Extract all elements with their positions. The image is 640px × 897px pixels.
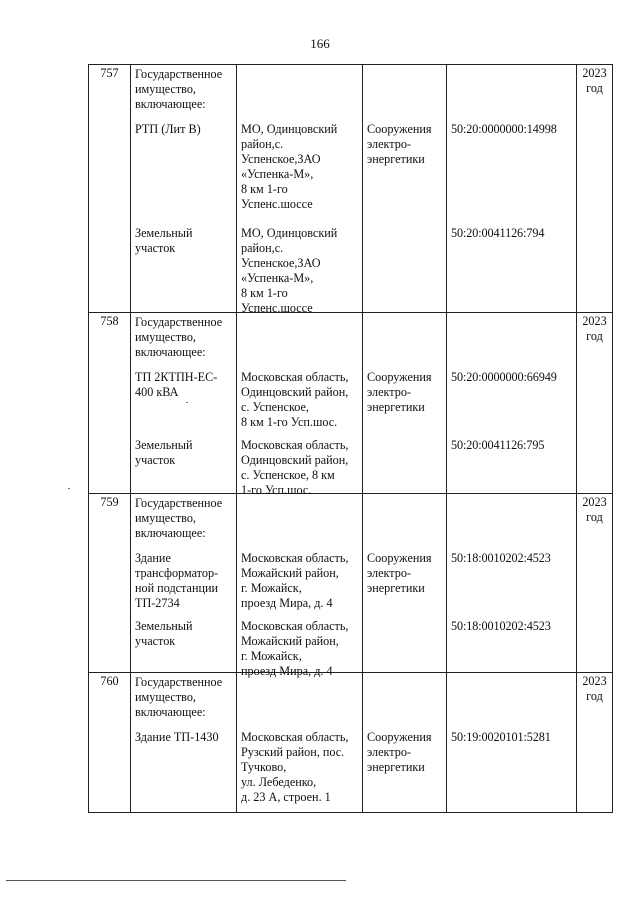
- record-number: 758: [89, 313, 131, 494]
- record-row: [89, 65, 613, 313]
- type-spacer: [363, 65, 446, 120]
- year-value: 2023 год: [582, 674, 607, 703]
- object-name-cell: [131, 494, 237, 673]
- property-table: [88, 64, 613, 813]
- cadastral-number: 50:20:0000000:66949: [451, 370, 557, 384]
- object-address: Московская область, Можайский район, г. Можайск, проезд Мира, д. 4: [241, 619, 349, 678]
- object-name-cell: [131, 65, 237, 313]
- object-type: [363, 224, 446, 312]
- object-name: Здание трансформатор- ной подстанции ТП-2734: [135, 551, 219, 610]
- record-row: [89, 313, 613, 494]
- object-name: Земельный участок: [135, 438, 193, 467]
- object-type-cell: [363, 494, 447, 673]
- object-name: ТП 2КТПН-ЕС- 400 кВА: [135, 370, 218, 399]
- cadastral-spacer: [447, 494, 576, 549]
- address-cell: [237, 65, 363, 313]
- address-cell: [237, 494, 363, 678]
- record-number: 757: [89, 65, 131, 313]
- object-name: Здание ТП-1430: [135, 730, 219, 744]
- address-cell: [237, 673, 363, 813]
- record-row: [89, 673, 613, 813]
- cadastral-number: 50:20:0041126:794: [451, 226, 545, 240]
- cadastral-spacer: [447, 673, 576, 728]
- bottom-rule: [6, 880, 346, 881]
- object-name: РТП (Лит В): [135, 122, 201, 136]
- address-spacer: [237, 65, 362, 120]
- record-number: 759: [89, 494, 131, 673]
- scan-speck: [186, 402, 188, 403]
- address-spacer: [237, 673, 362, 728]
- year-cell: [577, 673, 613, 813]
- cadastral-cell: [447, 313, 577, 494]
- year-value: 2023 год: [582, 495, 607, 524]
- cadastral-number: 50:19:0020101:5281: [451, 730, 551, 744]
- year-cell: [577, 65, 613, 313]
- type-spacer: [363, 673, 446, 728]
- property-table-body: [89, 65, 613, 813]
- scan-speck: [68, 488, 70, 489]
- object-type: Сооружения электро- энергетики: [367, 122, 432, 166]
- cadastral-number: 50:20:0000000:14998: [451, 122, 557, 136]
- object-type-cell: [363, 65, 447, 313]
- address-spacer: [237, 494, 362, 549]
- type-spacer: [363, 494, 446, 549]
- record-row: [89, 494, 613, 673]
- year-cell: [577, 494, 613, 673]
- object-type-cell: [363, 313, 447, 494]
- object-address: МО, Одинцовский район,с. Успенское,ЗАО «Успенка-М», 8 км 1-го Успенс.шоссе: [241, 226, 338, 315]
- record-title: Государственное имущество, включающее:: [135, 496, 223, 540]
- object-address: Московская область, Можайский район, г. Можайск, проезд Мира, д. 4: [241, 551, 349, 610]
- record-title: Государственное имущество, включающее:: [135, 675, 223, 719]
- type-spacer: [363, 313, 446, 368]
- cadastral-cell: [447, 673, 577, 813]
- object-type: Сооружения электро- энергетики: [367, 730, 432, 774]
- cadastral-number: 50:18:0010202:4523: [451, 619, 551, 633]
- year-value: 2023 год: [582, 314, 607, 343]
- record-title: Государственное имущество, включающее:: [135, 315, 223, 359]
- record-number: 760: [89, 673, 131, 813]
- year-cell: [577, 313, 613, 494]
- page-number: 166: [310, 36, 330, 51]
- object-address: Московская область, Одинцовский район, с. Успенское, 8 км 1-го Усп.шос.: [241, 438, 349, 497]
- cadastral-number: 50:18:0010202:4523: [451, 551, 551, 565]
- object-address: Московская область, Одинцовский район, с. Успенское, 8 км 1-го Усп.шос.: [241, 370, 349, 429]
- cadastral-number: 50:20:0041126:795: [451, 438, 545, 452]
- object-type: [363, 436, 446, 493]
- object-type-cell: [363, 673, 447, 813]
- cadastral-cell: [447, 65, 577, 313]
- object-type: [363, 617, 446, 672]
- address-spacer: [237, 313, 362, 368]
- object-name-cell: [131, 673, 237, 813]
- object-type: Сооружения электро- энергетики: [367, 370, 432, 414]
- cadastral-spacer: [447, 313, 576, 368]
- object-name-cell: [131, 313, 237, 494]
- object-type: Сооружения электро- энергетики: [367, 551, 432, 595]
- cadastral-spacer: [447, 65, 576, 120]
- cadastral-cell: [447, 494, 577, 673]
- record-title: Государственное имущество, включающее:: [135, 67, 223, 111]
- object-name: Земельный участок: [135, 226, 193, 255]
- object-address: МО, Одинцовский район,с. Успенское,ЗАО «Успенка-М», 8 км 1-го Успенс.шоссе: [241, 122, 338, 211]
- object-address: Московская область, Рузский район, пос. Тучково, ул. Лебеденко, д. 23 А, строен. 1: [241, 730, 349, 804]
- year-value: 2023 год: [582, 66, 607, 95]
- object-name: Земельный участок: [135, 619, 193, 648]
- address-cell: [237, 313, 363, 497]
